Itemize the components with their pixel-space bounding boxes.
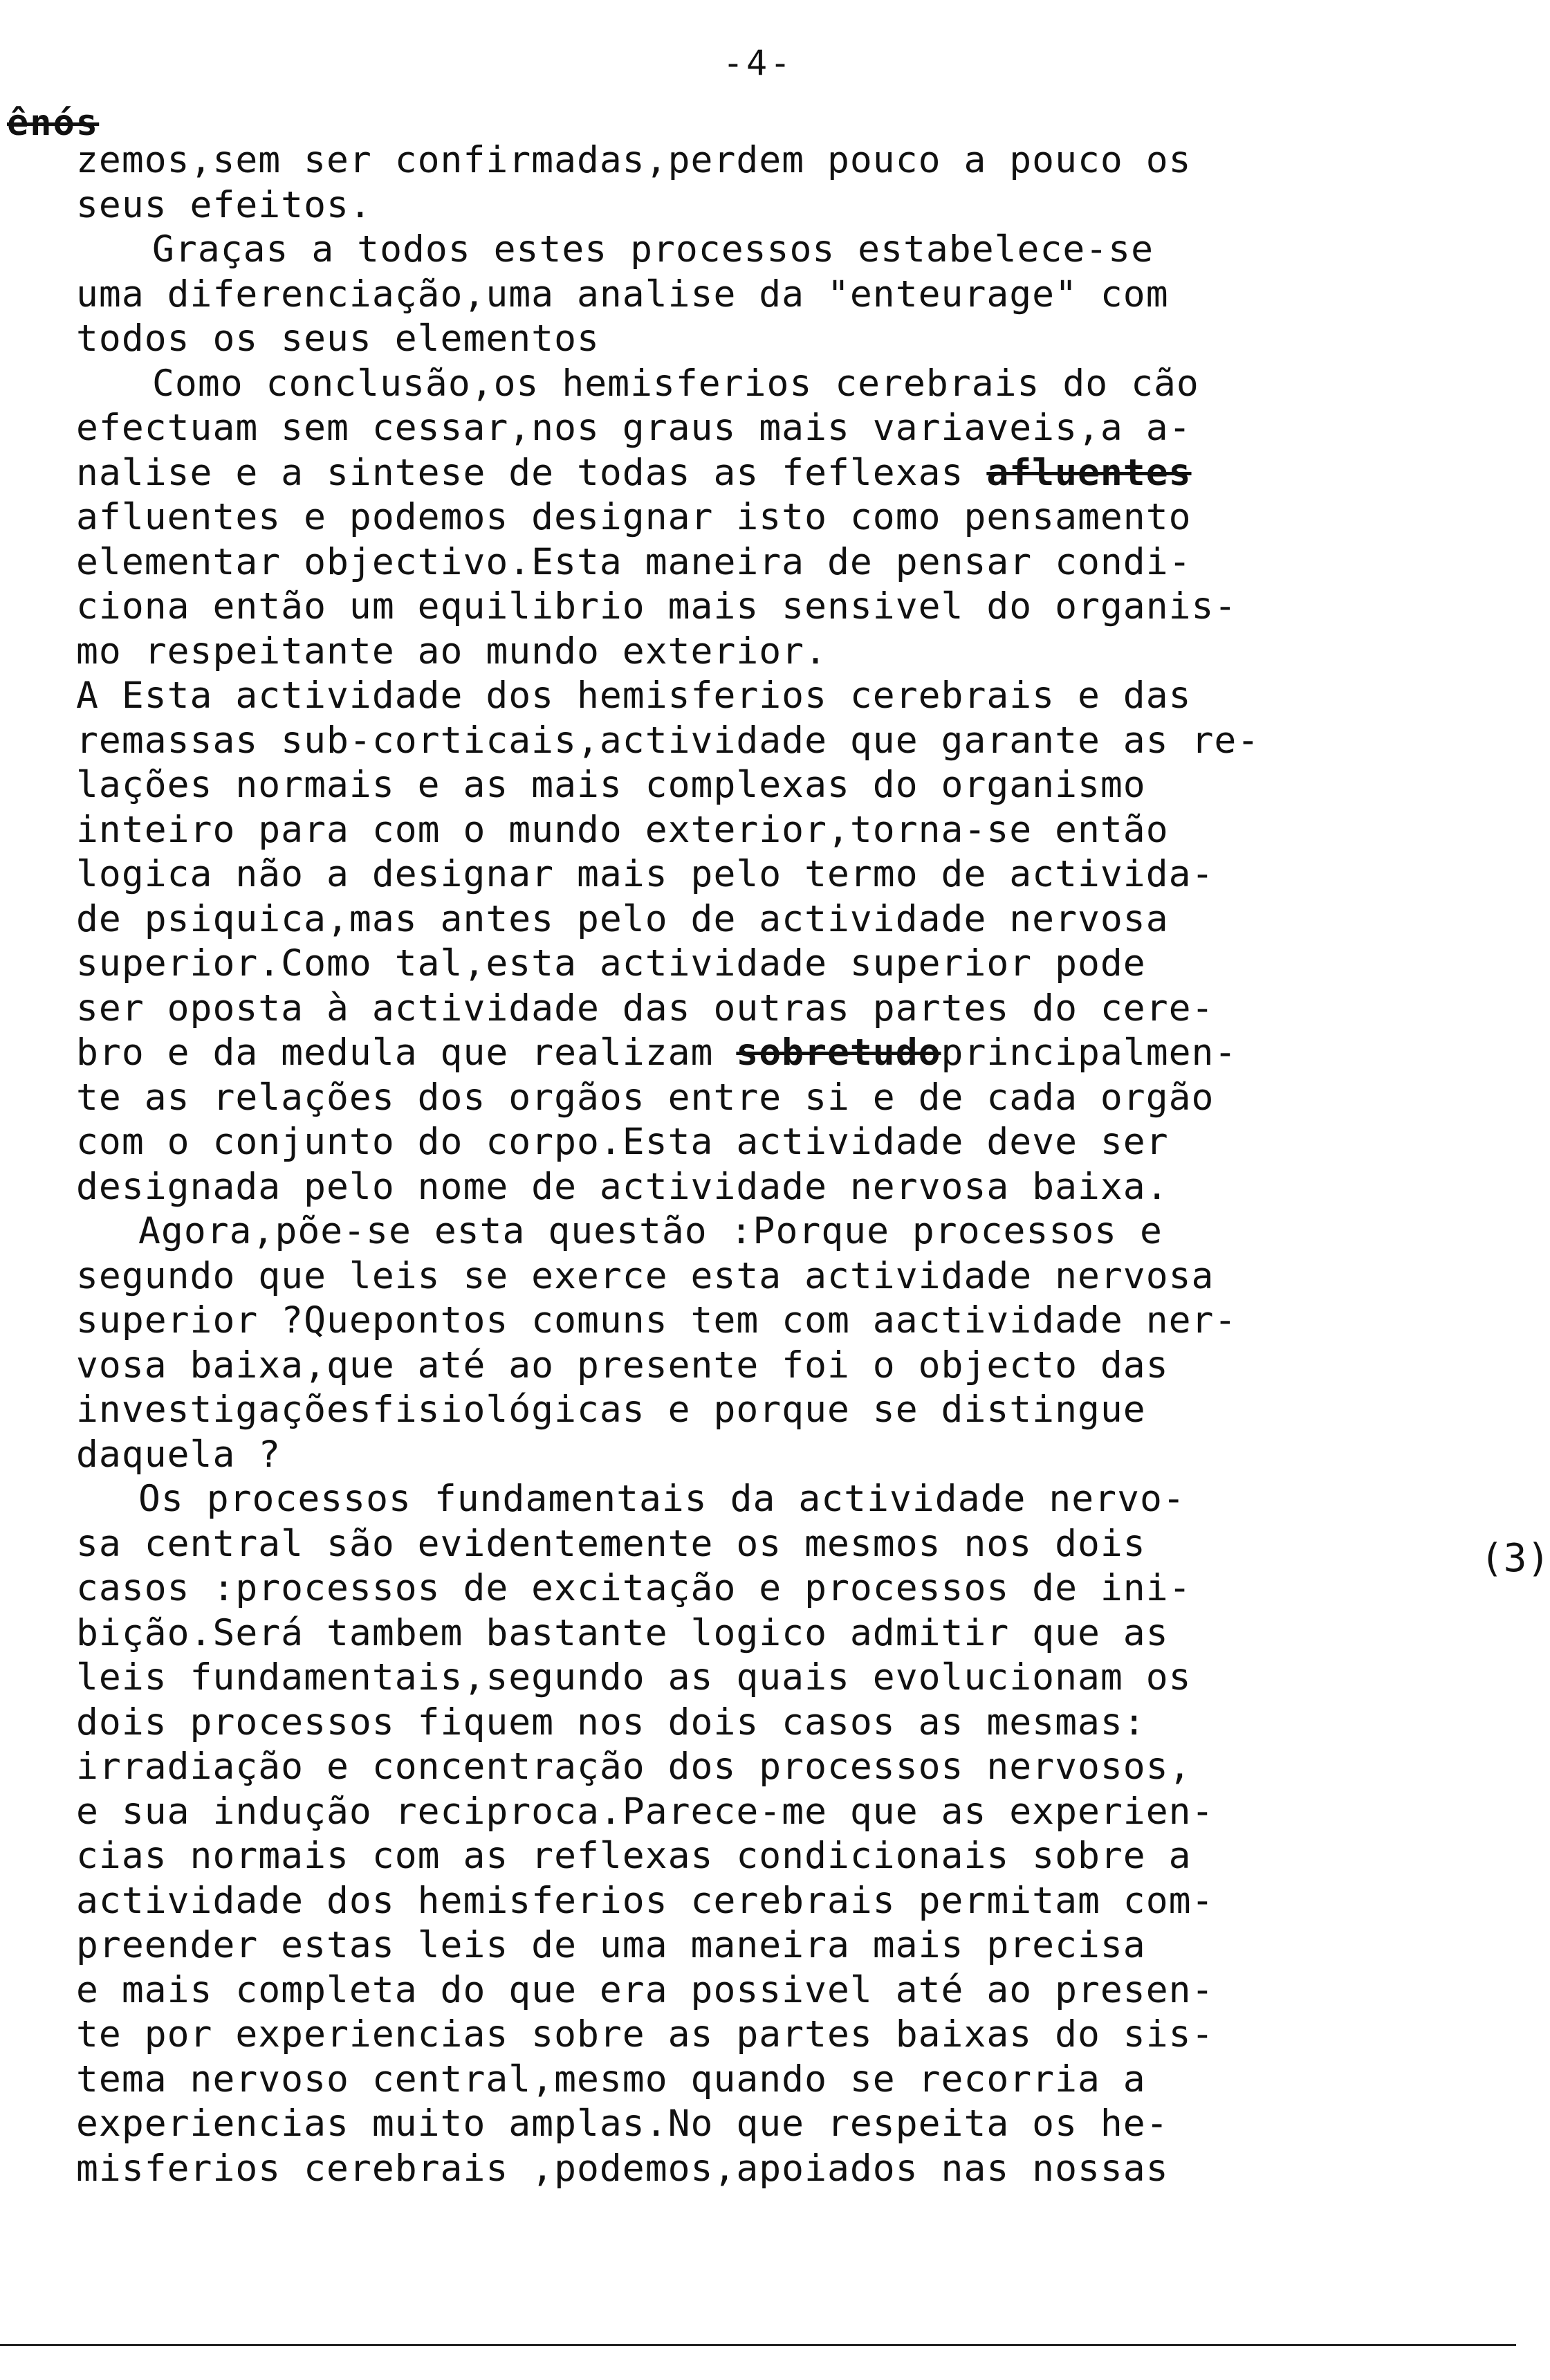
text-line: te por experiencias sobre as partes baixas do sis- (76, 2013, 1215, 2056)
text-line: uma diferenciação,uma analise da "enteurage" com (76, 273, 1169, 315)
text-line: inteiro para com o mundo exterior,torna-se então (76, 808, 1169, 851)
text-line-main: nalise e a sintese de todas as feflexas (76, 451, 987, 494)
text-line: remassas sub-corticais,actividade que garante as re- (76, 719, 1260, 762)
text-line-tail: principalmen- (941, 1032, 1237, 1074)
text-line: de psiquica,mas antes pelo de actividade nervosa (76, 897, 1169, 940)
text-line: Como conclusão,os hemisferios cerebrais do cão (152, 362, 1199, 405)
text-line: ciona então um equilibrio mais sensivel do organis- (76, 585, 1237, 628)
text-line: Graças a todos estes processos estabelece-se (152, 228, 1154, 271)
text-line: com o conjunto do corpo.Esta actividade deve ser (76, 1121, 1169, 1163)
struck-prefix-text: ênós (7, 102, 100, 144)
text-line: Agora,põe-se esta questão :Porque processos e (138, 1210, 1163, 1252)
text-line: actividade dos hemisferios cerebrais permitam com- (76, 1879, 1215, 1922)
struck-prefix (7, 102, 99, 144)
margin-mark: (3) (1480, 1536, 1550, 1581)
text-line: designada pelo nome de actividade nervosa baixa. (76, 1165, 1169, 1208)
text-line: sa central são evidentemente os mesmos nos dois (76, 1522, 1146, 1565)
text-line: vosa baixa,que até ao presente foi o objecto das (76, 1344, 1169, 1386)
text-line: mo respeitante ao mundo exterior. (76, 630, 827, 672)
text-line: A Esta actividade dos hemisferios cerebrais e das (76, 675, 1192, 717)
text-line: cias normais com as reflexas condicionais sobre a (76, 1835, 1192, 1877)
text-line: todos os seus elementos (76, 318, 600, 360)
text-line: superior.Como tal,esta actividade superior pode (76, 942, 1146, 985)
text-line: preender estas leis de uma maneira mais precisa (76, 1924, 1146, 1966)
text-line: superior ?Quepontos comuns tem com aactividade ner- (76, 1299, 1237, 1342)
text-line: misferios cerebrais ,podemos,apoiados nas nossas (76, 2147, 1169, 2190)
text-line (76, 1031, 1501, 1076)
text-line: afluentes e podemos designar isto como pensamento (76, 496, 1192, 538)
text-line: elementar objectivo.Esta maneira de pensar condi- (76, 540, 1192, 583)
text-line: casos :processos de excitação e processos de ini- (76, 1567, 1192, 1609)
text-line: zemos,sem ser confirmadas,perdem pouco a pouco os (76, 139, 1192, 181)
text-line: investigaçõesfisiológicas e porque se distingue (76, 1389, 1146, 1431)
text-line-main: bro e da medula que realizam (76, 1032, 737, 1074)
text-line: e sua indução reciproca.Parece-me que as experien- (76, 1790, 1215, 1833)
text-line: te as relações dos orgãos entre si e de cada orgão (76, 1076, 1215, 1119)
page-number: -4- (722, 43, 794, 83)
body-text (76, 138, 1501, 2191)
struck-word: sobretudo (736, 1032, 941, 1074)
text-line: segundo que leis se exerce esta actividade nervosa (76, 1254, 1215, 1297)
text-line: dois processos fiquem nos dois casos as mesmas: (76, 1701, 1146, 1743)
text-line: leis fundamentais,segundo as quais evolucionam os (76, 1656, 1192, 1699)
text-line: seus efeitos. (76, 183, 372, 226)
text-line: logica não a designar mais pelo termo de activida- (76, 853, 1215, 895)
text-line: ser oposta à actividade das outras partes do cere- (76, 987, 1215, 1029)
text-line: efectuam sem cessar,nos graus mais variaveis,a a- (76, 407, 1192, 449)
text-line: lações normais e as mais complexas do organismo (76, 764, 1146, 806)
text-line: Os processos fundamentais da actividade nervo- (138, 1478, 1185, 1520)
text-line: bição.Será tambem bastante logico admitir que as (76, 1611, 1169, 1654)
text-line: tema nervoso central,mesmo quando se recorria a (76, 2058, 1146, 2100)
text-line (76, 451, 1501, 496)
text-line: e mais completa do que era possivel até ao presen- (76, 1968, 1215, 2011)
bottom-rule (0, 2344, 1516, 2346)
struck-word: afluentes (986, 451, 1192, 494)
text-line: experiencias muito amplas.No que respeita os he- (76, 2103, 1169, 2145)
text-line: daquela ? (76, 1433, 282, 1476)
text-line: irradiação e concentração dos processos nervosos, (76, 1746, 1192, 1788)
